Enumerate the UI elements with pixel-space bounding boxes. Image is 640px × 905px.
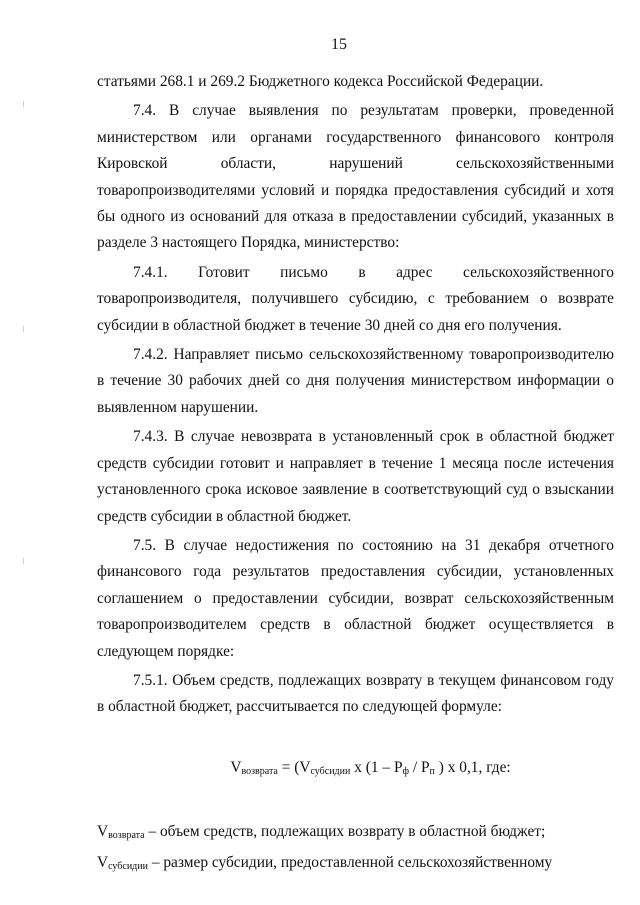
definition-symbol: V	[97, 823, 109, 841]
margin-mark: · · ·	[22, 554, 27, 568]
formula-subsidy-sub: субсидии	[310, 765, 351, 777]
paragraph-7-4: 7.4. В случае выявления по результатам проверки, проведенной министерством или органами государственного финансового контроля Кировской области, нарушений сельскохозяйственными товаропроизводителями условий и порядка предоставления субсидий и хотя бы одного из оснований для отказа в предоставлении субсидий, указанных в разделе 3 настоящего Порядка, министерство:	[97, 102, 614, 252]
formula-pf-sub: ф	[402, 765, 409, 777]
paragraph-7-4-3: 7.4.3. В случае невозврата в установленный срок в областной бюджет средств субсидии готовит и направляет в течение 1 месяца после истечения установленного срока исковое заявление в соответствующий суд о взыскании средств субсидии в областной бюджет.	[97, 428, 614, 525]
paragraph-7-4-2: 7.4.2. Направляет письмо сельскохозяйственному товаропроизводителю в течение 30 рабочих дней со дня получения министерством информации о выявленном нарушении.	[97, 346, 614, 416]
formula-tail: ) x 0,1, где:	[434, 758, 511, 776]
definition-text: – объем средств, подлежащих возврату в областной бюджет;	[144, 823, 546, 841]
margin-mark: · · ·	[22, 97, 27, 111]
formula-pp-sub: п	[429, 765, 435, 777]
formula-mid: x (1 – P	[350, 758, 403, 776]
definition-v-return	[97, 819, 614, 849]
formula-v-sub: возврата	[241, 765, 278, 777]
paragraph-continuation: статьями 268.1 и 269.2 Бюджетного кодекса Российской Федерации.	[97, 73, 544, 90]
formula	[97, 755, 614, 785]
paragraph-7-5-1: 7.5.1. Объем средств, подлежащих возврату в текущем финансовом году в областной бюджет, рассчитывается по следующей формуле:	[97, 671, 614, 716]
paragraph-7-4-1: 7.4.1. Готовит письмо в адрес сельскохозяйственного товаропроизводителя, получившего субсидию, с требованием о возврате субсидии в областной бюджет в течение 30 дней со дня его получения.	[97, 263, 614, 334]
formula-v: V	[230, 758, 242, 776]
document-body	[97, 69, 614, 880]
definition-sub: возврата	[108, 830, 145, 842]
definition-text: – размер субсидии, предоставленной сельскохозяйственному	[147, 853, 553, 871]
formula-eq: = (V	[277, 758, 311, 776]
margin-mark: · · ·	[22, 322, 27, 336]
definition-symbol: V	[97, 853, 109, 871]
paragraph-7-5: 7.5. В случае недостижения по состоянию на 31 декабря отчетного финансового года результатов предоставления субсидии, установленных соглашением о предоставлении субсидии, возврат сельскохозяйственным товаропроизводителем средств в областной бюджет осуществляется в следующем порядке:	[97, 536, 614, 660]
definition-sub: субсидии	[108, 860, 148, 872]
definition-v-subsidy	[97, 850, 614, 880]
page-number: 15	[331, 36, 347, 53]
formula-slash: / P	[409, 758, 430, 776]
